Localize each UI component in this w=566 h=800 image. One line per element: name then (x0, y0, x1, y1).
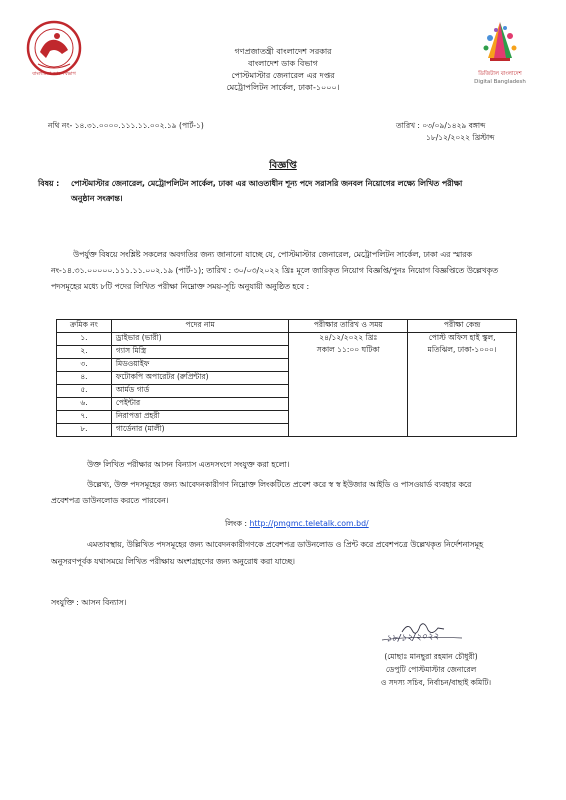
intro-line-1: উপর্যুক্ত বিষয়ে সংশ্লিষ্ট সকলের অবগতির জন্য জানানো যাচ্ছে যে, পোস্টমাস্টার জেনারেল, মেট্রোপলিটন সার্কেল, ঢাকা এর স্মারক (73, 250, 472, 259)
right-logo-caption-bn: ডিজিটাল বাংলাদেশ (478, 71, 522, 77)
link-label: লিংক : (225, 519, 247, 528)
serial-cell: ৮. (57, 424, 112, 437)
post-cell: পেইন্টার (111, 398, 289, 411)
seat-plan-paragraph: উক্ত লিখিত পরীক্ষার আসন বিন্যাস এতদসংগে সংযুক্ত করা হলো। (87, 460, 290, 469)
serial-cell: ৫. (57, 385, 112, 398)
notice-title: বিজ্ঞপ্তি (269, 160, 297, 171)
exam-datetime-cell (289, 333, 408, 437)
col-header-post: পদের নাম (111, 320, 289, 333)
col-header-center: পরীক্ষা কেন্দ্র (408, 320, 517, 333)
date-english: ১৮/১২/২০২২ খ্রিস্টাব্দ (426, 133, 495, 142)
admit-paragraph-line-2: প্রবেশপত্র ডাউনলোড করতে পারবেন। (51, 496, 169, 505)
right-logo-caption-en: Digital Bangladesh (474, 79, 526, 85)
post-cell: গ্যাস মিস্ত্রি (111, 346, 289, 359)
exam-center-line-1: পোস্ট অফিস হাই স্কুল, (428, 333, 496, 342)
admit-download-link[interactable]: http://pmgmc.teletalk.com.bd/ (249, 519, 369, 528)
post-cell: গার্ডেনার (মালী) (111, 424, 289, 437)
signatory-name: (মোছাঃ মানছুরা রহমান চৌধুরী) (384, 652, 478, 661)
col-header-datetime: পরীক্ষার তারিখ ও সময় (289, 320, 408, 333)
table-header-row (57, 320, 517, 333)
instruction-line-1: এমতাবস্থায়, উল্লিখিত পদসমূহের জন্য আবেদনকারীগণকে প্রবেশপত্র ডাউনলোড ও প্রিন্ট করে প্রবেশপত্রে উল্লেখকৃত নির্দেশনাসমূহ (87, 540, 484, 549)
instruction-line-2: অনুসরণপূর্বক যথাসময়ে লিখিত পরীক্ষায় অংশগ্রহণের জন্য অনুরোধ করা যাচ্ছে। (51, 557, 295, 566)
subject-line-2: অনুষ্ঠান সংক্রান্ত। (71, 194, 123, 203)
handwritten-date: ১৮/১২/২০২২ (385, 631, 440, 645)
post-cell: আর্মড গার্ড (111, 385, 289, 398)
signatory-designation: ডেপুটি পোস্টমাস্টার জেনারেল (385, 665, 477, 674)
serial-cell: ১. (57, 333, 112, 346)
signatory-role: ও সদস্য সচিব, নির্বাচন/বাছাই কমিটি। (380, 678, 492, 687)
serial-cell: ৩. (57, 359, 112, 372)
exam-center-line-2: মতিঝিল, ঢাকা-১০০০। (427, 345, 497, 354)
file-number: নথি নং- ১৪.৩১.০০০০.১১১.১১.০০২.১৯ (পার্ট-১) (48, 121, 204, 130)
post-cell: ড্রাইভার (ভারী) (111, 333, 289, 346)
post-cell: নিরাপত্তা প্রহরী (111, 411, 289, 424)
post-cell: মিডওয়াইফ (111, 359, 289, 372)
serial-cell: ২. (57, 346, 112, 359)
exam-time: সকাল ১১:০০ ঘটিকা (316, 345, 380, 354)
intro-line-3: পদসমূহের মধ্যে ৮টি পদের লিখিত পরীক্ষা নিম্নোক্ত সময়-সূচি অনুযায়ী অনুষ্ঠিত হবে : (51, 282, 310, 291)
serial-cell: ৭. (57, 411, 112, 424)
exam-date: ২৪/১২/২০২২ খ্রিঃ (319, 333, 378, 342)
left-logo-text: বাংলাদেশ ডাক বিভাগ (32, 71, 76, 77)
serial-cell: ৬. (57, 398, 112, 411)
header-line-4: মেট্রোপলিটন সার্কেল, ঢাকা-১০০০। (226, 83, 340, 92)
header-line-1: গণপ্রজাতন্ত্রী বাংলাদেশ সরকার (234, 47, 332, 56)
intro-line-2: নং-১৪.৩১.০০০০০.১১১.১১.০০২.১৯ (পার্ট-১); তারিখ : ৩০/০৩/২০২২ খ্রিঃ মূলে জারিকৃত নিয়োগ বিজ্ঞপ্তি/পুনঃ নিয়োগ বিজ্ঞপ্তিতে উল্লেখকৃত (51, 266, 498, 275)
exam-center-cell (408, 333, 517, 437)
link-line (225, 517, 369, 531)
table-row (57, 333, 517, 346)
header-line-3: পোস্টমাস্টার জেনারেল এর দপ্তর (231, 71, 335, 80)
attachment-note: সংযুক্তি : আসন বিন্যাস। (51, 598, 127, 607)
serial-cell: ৪. (57, 372, 112, 385)
admit-paragraph-line-1: উল্লেখ্য, উক্ত পদসমূহের জন্য আবেদনকারীগণ নিম্নোক্ত লিংকটিতে প্রবেশ করে স্ব স্ব ইউজার আইডি ও পাসওয়ার্ড ব্যবহার করে (87, 480, 472, 489)
exam-schedule-table (56, 319, 517, 437)
col-header-serial: ক্রমিক নং (57, 320, 112, 333)
date-bangla: তারিখ : ০৩/০৯/১৪২৯ বঙ্গাব্দ (396, 121, 486, 130)
subject-label: বিষয় : (38, 179, 60, 188)
subject-line-1: পোস্টমাস্টার জেনারেল, মেট্রোপলিটন সার্কেল, ঢাকা এর আওতাধীন শূন্য পদে সরাসরি জনবল নিয়োগের লক্ষ্যে লিখিত পরীক্ষা (71, 179, 463, 188)
header-line-2: বাংলাদেশ ডাক বিভাগ (248, 59, 318, 68)
post-cell: ফটোকপি অপারেটর (রুপ্রিন্টার) (111, 372, 289, 385)
